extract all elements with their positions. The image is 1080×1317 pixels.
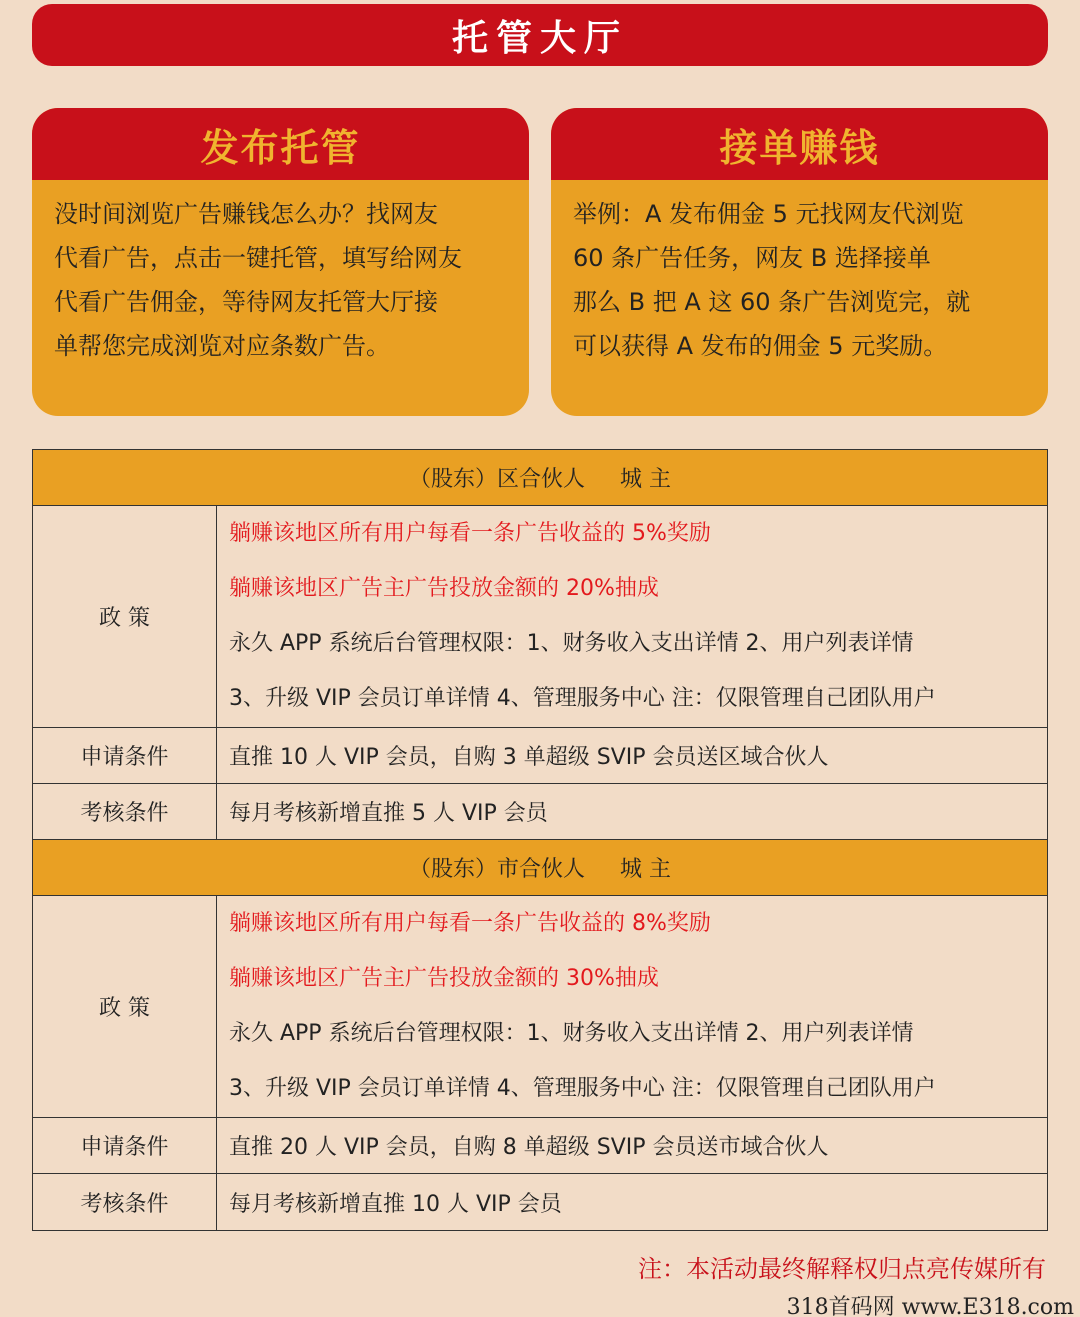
district-apply-value: 直推 10 人 VIP 会员，自购 3 单超级 SVIP 会员送区域合伙人 [229, 745, 829, 770]
policy-line: 躺赚该地区广告主广告投放金额的 20%抽成 [229, 576, 659, 601]
policy-line: 3、升级 VIP 会员订单详情 4、管理服务中心 注：仅限管理自己团队用户 [229, 1076, 936, 1101]
district-apply-label: 申请条件 [33, 728, 217, 783]
accept-line: 可以获得 A 发布的佣金 5 元奖励。 [573, 332, 948, 360]
district-policy-row [33, 506, 1047, 728]
publish-line: 代看广告，点击一键托管，填写给网友 [54, 244, 462, 272]
publish-line: 单帮您完成浏览对应条数广告。 [54, 332, 390, 360]
city-header-row [33, 840, 1047, 896]
city-policy-label: 政 策 [33, 896, 217, 1117]
publish-card-title: 发布托管 [32, 108, 529, 180]
policy-line: 3、升级 VIP 会员订单详情 4、管理服务中心 注：仅限管理自己团队用户 [229, 686, 936, 711]
policy-line: 躺赚该地区所有用户每看一条广告收益的 8%奖励 [229, 911, 711, 936]
district-policy-content [217, 506, 1047, 727]
policy-line: 躺赚该地区所有用户每看一条广告收益的 5%奖励 [229, 521, 711, 546]
district-header-row [33, 450, 1047, 506]
accept-card [551, 108, 1048, 416]
city-assess-row [33, 1174, 1047, 1230]
policy-line: 躺赚该地区广告主广告投放金额的 30%抽成 [229, 966, 659, 991]
publish-card [32, 108, 529, 416]
publish-line: 没时间浏览广告赚钱怎么办？找网友 [54, 200, 438, 228]
city-assess-label: 考核条件 [33, 1174, 217, 1230]
page-title: 托管大厅 [451, 17, 628, 59]
district-policy-label: 政 策 [33, 506, 217, 727]
policy-line: 永久 APP 系统后台管理权限：1、财务收入支出详情 2、用户列表详情 [229, 1021, 914, 1046]
city-header: （股东）市合伙人 城 主 [409, 857, 671, 882]
partner-table [32, 449, 1048, 1231]
disclaimer-footnote: 注：本活动最终解释权归点亮传媒所有 [638, 1255, 1046, 1283]
site-watermark: 318首码网 www.E318.com [786, 1295, 1074, 1317]
accept-line: 那么 B 把 A 这 60 条广告浏览完，就 [573, 288, 971, 316]
city-policy-row [33, 896, 1047, 1118]
city-policy-content [217, 896, 1047, 1117]
city-apply-row [33, 1118, 1047, 1174]
district-assess-label: 考核条件 [33, 784, 217, 839]
accept-line: 举例：A 发布佣金 5 元找网友代浏览 [573, 200, 964, 228]
publish-card-body [32, 180, 529, 368]
district-assess-value: 每月考核新增直推 5 人 VIP 会员 [229, 801, 548, 826]
accept-card-title: 接单赚钱 [551, 108, 1048, 180]
city-apply-label: 申请条件 [33, 1118, 217, 1173]
policy-line: 永久 APP 系统后台管理权限：1、财务收入支出详情 2、用户列表详情 [229, 631, 914, 656]
district-assess-row [33, 784, 1047, 840]
accept-line: 60 条广告任务，网友 B 选择接单 [573, 244, 931, 272]
accept-card-body [551, 180, 1048, 368]
city-assess-value: 每月考核新增直推 10 人 VIP 会员 [229, 1191, 562, 1217]
district-header: （股东）区合伙人 城 主 [409, 467, 671, 492]
page-title-banner [32, 4, 1048, 66]
city-apply-value: 直推 20 人 VIP 会员，自购 8 单超级 SVIP 会员送市域合伙人 [229, 1135, 829, 1160]
district-apply-row [33, 728, 1047, 784]
publish-line: 代看广告佣金，等待网友托管大厅接 [54, 288, 438, 316]
